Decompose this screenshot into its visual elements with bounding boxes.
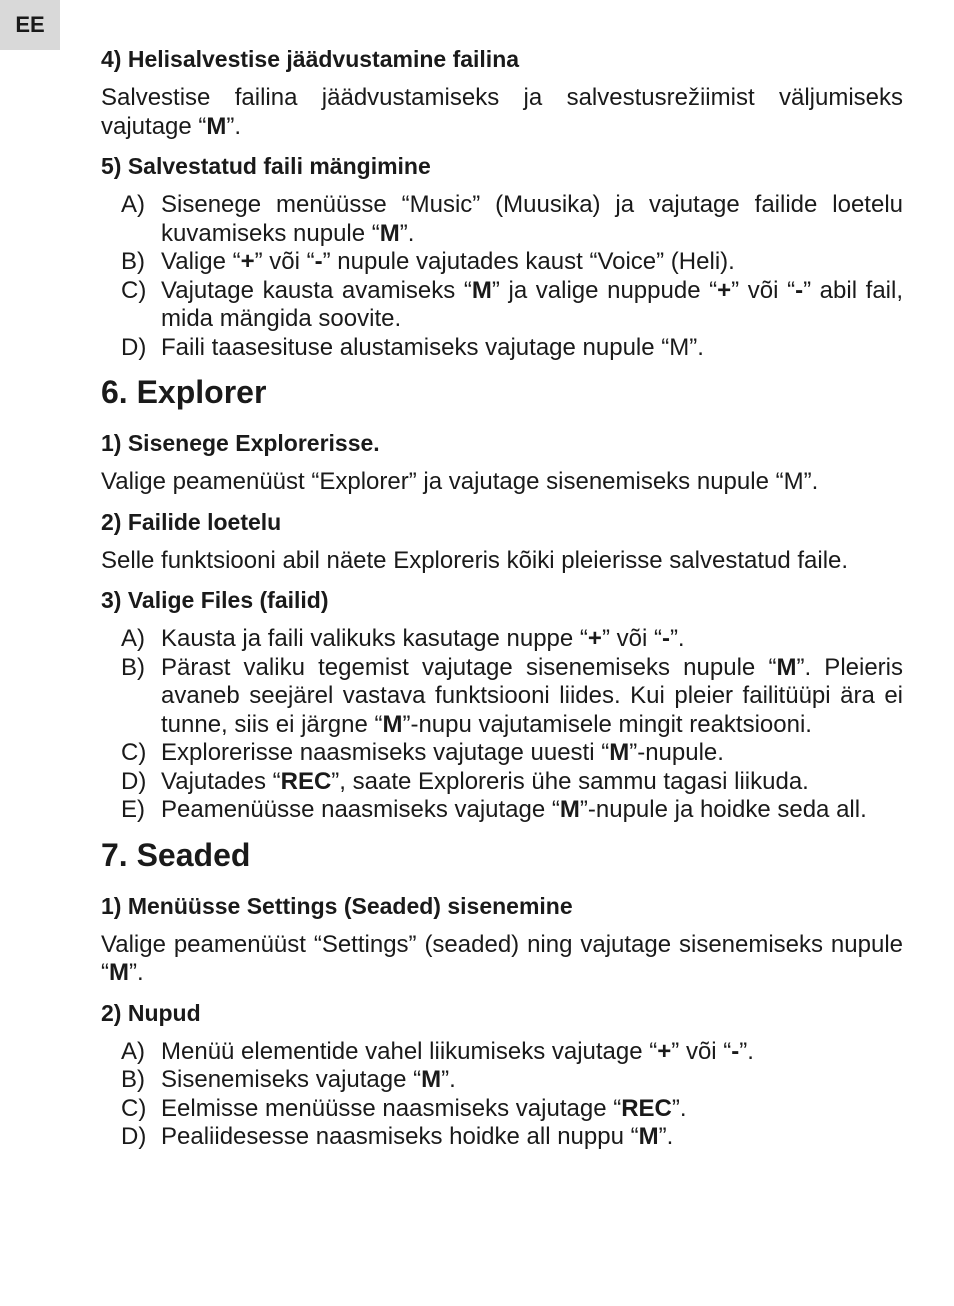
subsection-title: 5) Salvestatud faili mängimine xyxy=(101,153,431,179)
list-marker: C) xyxy=(121,1094,147,1122)
language-tab: EE xyxy=(0,0,60,50)
key-label: + xyxy=(587,625,602,652)
list-item xyxy=(101,796,903,825)
list-item-text xyxy=(161,277,903,334)
list-marker: B) xyxy=(121,248,145,275)
key-label: + xyxy=(240,248,255,275)
key-label: M xyxy=(638,1123,659,1150)
text-fragment: ” või “ xyxy=(731,276,796,304)
list-marker: D) xyxy=(121,333,147,361)
list-item-text xyxy=(161,1066,903,1095)
text-fragment: Explorerisse naasmiseks vajutage uuesti “ xyxy=(161,739,610,766)
key-label: M xyxy=(776,653,797,681)
list-item xyxy=(101,1038,903,1067)
list-item-text xyxy=(161,1038,903,1067)
text-fragment: Valige “ xyxy=(161,248,241,275)
list-marker: D) xyxy=(121,767,147,795)
list-item-text xyxy=(161,334,903,363)
list-marker: B) xyxy=(121,1066,145,1093)
list-item-text xyxy=(161,625,903,654)
text-fragment: ”-nupule. xyxy=(629,739,724,766)
text-fragment: Vajutage kausta avamiseks “ xyxy=(161,276,472,304)
text-fragment: Menüü elementide vahel liikumiseks vajutage “ xyxy=(161,1037,658,1065)
list-marker: E) xyxy=(121,796,145,823)
list-item-text xyxy=(161,1095,903,1124)
key-label: + xyxy=(717,276,732,304)
text-fragment: ”-nupule ja hoidke seda all. xyxy=(579,796,867,823)
key-label: M xyxy=(421,1066,442,1093)
key-label: M xyxy=(471,276,492,304)
text-fragment: ”. xyxy=(441,1066,456,1093)
text-fragment: ” abil fail, mida mängida soovite. xyxy=(161,276,904,332)
section-title: 7. Seaded xyxy=(101,836,251,873)
step-list xyxy=(101,1038,903,1152)
list-marker: B) xyxy=(121,653,145,681)
text-fragment: ”. xyxy=(658,1123,674,1150)
section-title: 6. Explorer xyxy=(101,374,267,410)
list-item xyxy=(101,1066,903,1095)
list-item xyxy=(101,625,903,654)
list-item-text xyxy=(161,768,903,797)
list-item xyxy=(101,654,903,740)
text-fragment: Eelmisse menüüsse naasmiseks vajutage “ xyxy=(161,1094,622,1122)
list-item-text xyxy=(161,739,903,768)
text-fragment: Vajutades “ xyxy=(161,767,281,795)
key-label: - xyxy=(314,248,323,275)
key-label: - xyxy=(795,276,804,304)
subsection-title: 2) Nupud xyxy=(101,999,201,1026)
text-fragment: ” nupule vajutades kaust “Voice” (Heli). xyxy=(322,248,735,275)
list-item-text xyxy=(161,1123,903,1152)
step-list xyxy=(101,191,903,362)
manual-page xyxy=(101,44,903,1162)
subsection-title: 3) Valige Files (failid) xyxy=(101,587,329,613)
key-label: - xyxy=(731,1037,740,1065)
text-fragment: Sisenemiseks vajutage “ xyxy=(161,1066,422,1093)
text-fragment: Kausta ja faili valikuks kasutage nuppe “ xyxy=(161,625,588,652)
key-label: M xyxy=(382,710,403,738)
list-item xyxy=(101,277,903,334)
list-item xyxy=(101,1123,903,1152)
text-fragment: ”. xyxy=(669,625,685,652)
key-label: REC xyxy=(621,1094,672,1122)
list-item-text xyxy=(161,796,903,825)
text-fragment: ”. xyxy=(671,1094,687,1122)
list-marker: D) xyxy=(121,1123,147,1150)
text-fragment: ” või “ xyxy=(601,625,662,652)
list-item xyxy=(101,768,903,797)
list-item xyxy=(101,1095,903,1124)
subsection-title: 1) Menüüsse Settings (Seaded) sisenemine xyxy=(101,892,573,919)
subsection-title: 2) Failide loetelu xyxy=(101,508,282,535)
text-fragment: ” ja valige nuppude “ xyxy=(491,276,718,304)
key-label: + xyxy=(657,1037,672,1065)
text-fragment: Faili taasesituse alustamiseks vajutage nupule “M”. xyxy=(161,333,704,361)
list-marker: A) xyxy=(121,191,145,218)
text-fragment: Peamenüüsse naasmiseks vajutage “ xyxy=(161,796,560,823)
list-item xyxy=(101,334,903,363)
text-fragment: ”-nupu vajutamisele mingit reaktsiooni. xyxy=(402,710,812,738)
paragraph: Selle funktsiooni abil näete Exploreris kõiki pleierisse salvestatud faile. xyxy=(101,546,849,574)
paragraph: Salvestise failina jäädvustamiseks ja salvestusrežiimist väljumiseks vajutage “M”. xyxy=(101,84,903,140)
list-marker: A) xyxy=(121,625,145,652)
subsection-title: 1) Sisenege Explorerisse. xyxy=(101,430,380,456)
key-label: REC xyxy=(280,767,332,795)
key-label: M xyxy=(609,739,630,766)
key-label: M xyxy=(559,796,580,823)
subsection-title: 4) Helisalvestise jäädvustamine failina xyxy=(101,46,520,72)
paragraph: Valige peamenüüst “Explorer” ja vajutage sisenemiseks nupule “M”. xyxy=(101,468,819,495)
list-marker: C) xyxy=(121,739,147,766)
text-fragment: Sisenege menüüsse “Music” (Muusika) ja vajutage failide loetelu kuvamiseks nupule “ xyxy=(161,191,903,247)
text-fragment: Pealiidesesse naasmiseks hoidke all nuppu “ xyxy=(161,1123,639,1150)
paragraph: Valige peamenüüst “Settings” (seaded) ning vajutage sisenemiseks nupule “M”. xyxy=(101,930,903,986)
list-item xyxy=(101,191,903,248)
key-label: M xyxy=(379,219,400,247)
text-fragment: ”, saate Exploreris ühe sammu tagasi liikuda. xyxy=(331,767,809,795)
text-fragment: ”. Pleieris avaneb seejärel vastava funktsiooni liides. Kui pleier failitüüpi ära ei tunne, siis ei järgne “ xyxy=(161,653,903,738)
list-item-text xyxy=(161,654,903,740)
list-item-text xyxy=(161,248,903,277)
text-fragment: ”. xyxy=(399,219,415,247)
list-item xyxy=(101,739,903,768)
text-fragment: ” või “ xyxy=(254,248,315,275)
text-fragment: ”. xyxy=(739,1037,754,1065)
text-fragment: ” või “ xyxy=(671,1037,732,1065)
list-marker: C) xyxy=(121,276,147,304)
list-marker: A) xyxy=(121,1037,145,1065)
key-label: - xyxy=(661,625,670,652)
step-list xyxy=(101,625,903,825)
list-item xyxy=(101,248,903,277)
text-fragment: Pärast valiku tegemist vajutage sisenemiseks nupule “ xyxy=(161,653,777,681)
list-item-text xyxy=(161,191,903,248)
